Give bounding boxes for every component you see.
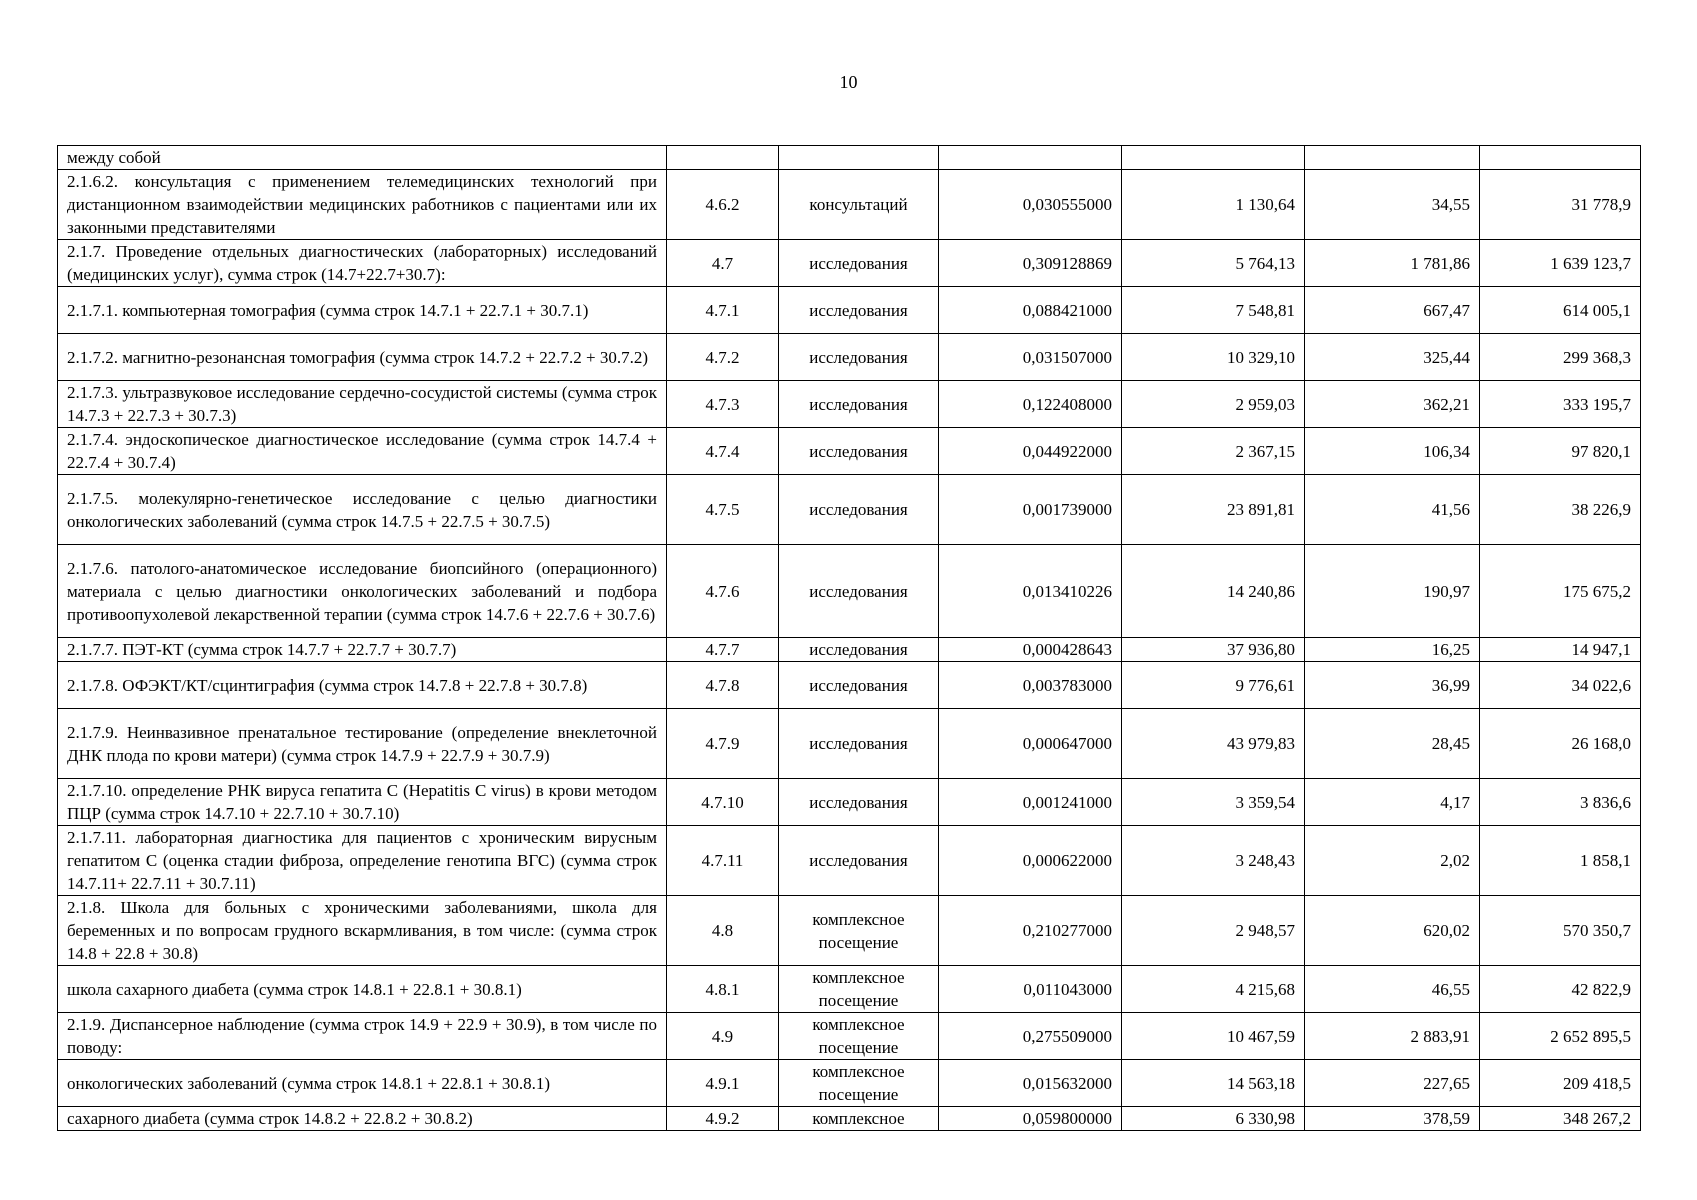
row-name: 2.1.7.5. молекулярно-генетическое исследование с целью диагностики онкологических заболеваний (сумма строк 14.7.5 + 22.7.5 + 30.7.5) — [58, 475, 667, 545]
row-per-capita: 106,34 — [1305, 428, 1480, 475]
row-unit: комплексное посещение — [779, 1013, 939, 1060]
row-name: 2.1.7.11. лабораторная диагностика для пациентов с хроническим вирусным гепатитом С (оценка стадии фиброза, определение генотипа ВГС) (сумма строк 14.7.11+ 22.7.11 + 30.7.11) — [58, 826, 667, 896]
row-unit: исследования — [779, 475, 939, 545]
row-per-capita: 667,47 — [1305, 287, 1480, 334]
row-per-capita: 34,55 — [1305, 170, 1480, 240]
row-total: 614 005,1 — [1480, 287, 1641, 334]
row-code: 4.7.2 — [667, 334, 779, 381]
row-name: 2.1.7.6. патолого-анатомическое исследование биопсийного (операционного) материала с целью диагностики онкологических заболеваний и подбора противоопухолевой лекарственной терапии (сумма строк 14.7.6 + 22.7.6 + 30.7.6) — [58, 545, 667, 638]
row-per-capita — [1305, 146, 1480, 170]
table-row — [58, 240, 1641, 287]
row-per-capita: 325,44 — [1305, 334, 1480, 381]
row-per-capita: 2,02 — [1305, 826, 1480, 896]
table-row — [58, 475, 1641, 545]
row-unit: комплексное посещение — [779, 966, 939, 1013]
row-per-capita: 46,55 — [1305, 966, 1480, 1013]
row-norm: 0,122408000 — [939, 381, 1122, 428]
row-per-capita: 41,56 — [1305, 475, 1480, 545]
row-code: 4.8 — [667, 896, 779, 966]
table-row — [58, 709, 1641, 779]
row-total: 14 947,1 — [1480, 638, 1641, 662]
row-name: 2.1.7.4. эндоскопическое диагностическое исследование (сумма строк 14.7.4 + 22.7.4 + 30.7.4) — [58, 428, 667, 475]
row-unit: исследования — [779, 545, 939, 638]
row-cost: 2 959,03 — [1122, 381, 1305, 428]
row-total: 38 226,9 — [1480, 475, 1641, 545]
row-norm: 0,001241000 — [939, 779, 1122, 826]
row-total: 175 675,2 — [1480, 545, 1641, 638]
row-name: сахарного диабета (сумма строк 14.8.2 + 22.8.2 + 30.8.2) — [58, 1107, 667, 1131]
row-norm — [939, 146, 1122, 170]
table-row — [58, 662, 1641, 709]
row-per-capita: 16,25 — [1305, 638, 1480, 662]
row-code: 4.9 — [667, 1013, 779, 1060]
row-cost: 2 948,57 — [1122, 896, 1305, 966]
row-code: 4.7.4 — [667, 428, 779, 475]
row-total: 34 022,6 — [1480, 662, 1641, 709]
row-total: 570 350,7 — [1480, 896, 1641, 966]
row-cost: 14 240,86 — [1122, 545, 1305, 638]
row-name: 2.1.9. Диспансерное наблюдение (сумма строк 14.9 + 22.9 + 30.9), в том числе по поводу: — [58, 1013, 667, 1060]
row-code: 4.7.9 — [667, 709, 779, 779]
table-row — [58, 896, 1641, 966]
row-norm: 0,000647000 — [939, 709, 1122, 779]
row-code — [667, 146, 779, 170]
row-code: 4.8.1 — [667, 966, 779, 1013]
table-row — [58, 1107, 1641, 1131]
row-name: между собой — [58, 146, 667, 170]
row-unit: исследования — [779, 287, 939, 334]
row-name: 2.1.6.2. консультация с применением телемедицинских технологий при дистанционном взаимодействии медицинских работников с пациентами или их законными представителями — [58, 170, 667, 240]
page-number: 10 — [839, 72, 858, 92]
row-total: 42 822,9 — [1480, 966, 1641, 1013]
row-code: 4.7.7 — [667, 638, 779, 662]
row-code: 4.9.1 — [667, 1060, 779, 1107]
row-unit: исследования — [779, 334, 939, 381]
row-per-capita: 1 781,86 — [1305, 240, 1480, 287]
row-code: 4.7.11 — [667, 826, 779, 896]
table-row — [58, 545, 1641, 638]
row-code: 4.7 — [667, 240, 779, 287]
row-total: 3 836,6 — [1480, 779, 1641, 826]
row-total: 209 418,5 — [1480, 1060, 1641, 1107]
row-unit: исследования — [779, 240, 939, 287]
table-row — [58, 1013, 1641, 1060]
row-cost: 1 130,64 — [1122, 170, 1305, 240]
row-norm: 0,275509000 — [939, 1013, 1122, 1060]
row-unit: комплексное посещение — [779, 896, 939, 966]
row-cost — [1122, 146, 1305, 170]
row-norm: 0,088421000 — [939, 287, 1122, 334]
row-code: 4.7.1 — [667, 287, 779, 334]
row-cost: 5 764,13 — [1122, 240, 1305, 287]
table-row — [58, 1060, 1641, 1107]
row-per-capita: 28,45 — [1305, 709, 1480, 779]
row-cost: 14 563,18 — [1122, 1060, 1305, 1107]
row-name: школа сахарного диабета (сумма строк 14.8.1 + 22.8.1 + 30.8.1) — [58, 966, 667, 1013]
row-unit: исследования — [779, 826, 939, 896]
row-per-capita: 227,65 — [1305, 1060, 1480, 1107]
row-norm: 0,059800000 — [939, 1107, 1122, 1131]
row-cost: 43 979,83 — [1122, 709, 1305, 779]
row-cost: 10 467,59 — [1122, 1013, 1305, 1060]
row-cost: 23 891,81 — [1122, 475, 1305, 545]
row-norm: 0,309128869 — [939, 240, 1122, 287]
row-name: 2.1.7.7. ПЭТ-КТ (сумма строк 14.7.7 + 22.7.7 + 30.7.7) — [58, 638, 667, 662]
row-cost: 6 330,98 — [1122, 1107, 1305, 1131]
row-name: 2.1.7.2. магнитно-резонансная томография (сумма строк 14.7.2 + 22.7.2 + 30.7.2) — [58, 334, 667, 381]
row-norm: 0,015632000 — [939, 1060, 1122, 1107]
row-unit: исследования — [779, 779, 939, 826]
row-code: 4.6.2 — [667, 170, 779, 240]
row-total: 31 778,9 — [1480, 170, 1641, 240]
row-norm: 0,003783000 — [939, 662, 1122, 709]
row-per-capita: 620,02 — [1305, 896, 1480, 966]
row-norm: 0,031507000 — [939, 334, 1122, 381]
row-cost: 3 248,43 — [1122, 826, 1305, 896]
table-row — [58, 428, 1641, 475]
row-per-capita: 378,59 — [1305, 1107, 1480, 1131]
row-norm: 0,011043000 — [939, 966, 1122, 1013]
row-total: 26 168,0 — [1480, 709, 1641, 779]
row-cost: 4 215,68 — [1122, 966, 1305, 1013]
row-cost: 2 367,15 — [1122, 428, 1305, 475]
row-cost: 10 329,10 — [1122, 334, 1305, 381]
row-norm: 0,000428643 — [939, 638, 1122, 662]
table-row — [58, 287, 1641, 334]
table-row — [58, 779, 1641, 826]
table-row — [58, 826, 1641, 896]
row-cost: 9 776,61 — [1122, 662, 1305, 709]
row-total: 2 652 895,5 — [1480, 1013, 1641, 1060]
row-norm: 0,030555000 — [939, 170, 1122, 240]
row-norm: 0,000622000 — [939, 826, 1122, 896]
row-cost: 3 359,54 — [1122, 779, 1305, 826]
row-total — [1480, 146, 1641, 170]
row-total: 348 267,2 — [1480, 1107, 1641, 1131]
row-cost: 7 548,81 — [1122, 287, 1305, 334]
row-name: 2.1.7.3. ультразвуковое исследование сердечно-сосудистой системы (сумма строк 14.7.3 + 22.7.3 + 30.7.3) — [58, 381, 667, 428]
row-name: онкологических заболеваний (сумма строк 14.8.1 + 22.8.1 + 30.8.1) — [58, 1060, 667, 1107]
row-name: 2.1.7.10. определение РНК вируса гепатита С (Hepatitis C virus) в крови методом ПЦР (сумма строк 14.7.10 + 22.7.10 + 30.7.10) — [58, 779, 667, 826]
row-per-capita: 190,97 — [1305, 545, 1480, 638]
row-unit: исследования — [779, 709, 939, 779]
norms-table — [57, 145, 1641, 1131]
table-row — [58, 170, 1641, 240]
row-total: 333 195,7 — [1480, 381, 1641, 428]
row-code: 4.7.5 — [667, 475, 779, 545]
row-cost: 37 936,80 — [1122, 638, 1305, 662]
row-name: 2.1.7.8. ОФЭКТ/КТ/сцинтиграфия (сумма строк 14.7.8 + 22.7.8 + 30.7.8) — [58, 662, 667, 709]
row-unit: комплексное — [779, 1107, 939, 1131]
row-norm: 0,044922000 — [939, 428, 1122, 475]
table-row — [58, 966, 1641, 1013]
table-row — [58, 381, 1641, 428]
row-norm: 0,210277000 — [939, 896, 1122, 966]
row-name: 2.1.8. Школа для больных с хроническими заболеваниями, школа для беременных и по вопросам грудного вскармливания, в том числе: (сумма строк 14.8 + 22.8 + 30.8) — [58, 896, 667, 966]
row-total: 97 820,1 — [1480, 428, 1641, 475]
row-total: 1 639 123,7 — [1480, 240, 1641, 287]
row-unit — [779, 146, 939, 170]
row-code: 4.7.3 — [667, 381, 779, 428]
row-norm: 0,013410226 — [939, 545, 1122, 638]
row-name: 2.1.7.1. компьютерная томография (сумма строк 14.7.1 + 22.7.1 + 30.7.1) — [58, 287, 667, 334]
row-unit: консультаций — [779, 170, 939, 240]
row-total: 1 858,1 — [1480, 826, 1641, 896]
row-per-capita: 362,21 — [1305, 381, 1480, 428]
row-total: 299 368,3 — [1480, 334, 1641, 381]
row-per-capita: 4,17 — [1305, 779, 1480, 826]
row-code: 4.9.2 — [667, 1107, 779, 1131]
row-per-capita: 36,99 — [1305, 662, 1480, 709]
row-code: 4.7.8 — [667, 662, 779, 709]
row-unit: комплексное посещение — [779, 1060, 939, 1107]
row-name: 2.1.7. Проведение отдельных диагностических (лабораторных) исследований (медицинских услуг), сумма строк (14.7+22.7+30.7): — [58, 240, 667, 287]
row-code: 4.7.6 — [667, 545, 779, 638]
row-unit: исследования — [779, 381, 939, 428]
table-row — [58, 334, 1641, 381]
row-unit: исследования — [779, 638, 939, 662]
row-unit: исследования — [779, 662, 939, 709]
row-unit: исследования — [779, 428, 939, 475]
row-code: 4.7.10 — [667, 779, 779, 826]
row-norm: 0,001739000 — [939, 475, 1122, 545]
table-row — [58, 638, 1641, 662]
row-per-capita: 2 883,91 — [1305, 1013, 1480, 1060]
table-row — [58, 146, 1641, 170]
row-name: 2.1.7.9. Неинвазивное пренатальное тестирование (определение внеклеточной ДНК плода по крови матери) (сумма строк 14.7.9 + 22.7.9 + 30.7.9) — [58, 709, 667, 779]
table-body — [58, 146, 1641, 1131]
